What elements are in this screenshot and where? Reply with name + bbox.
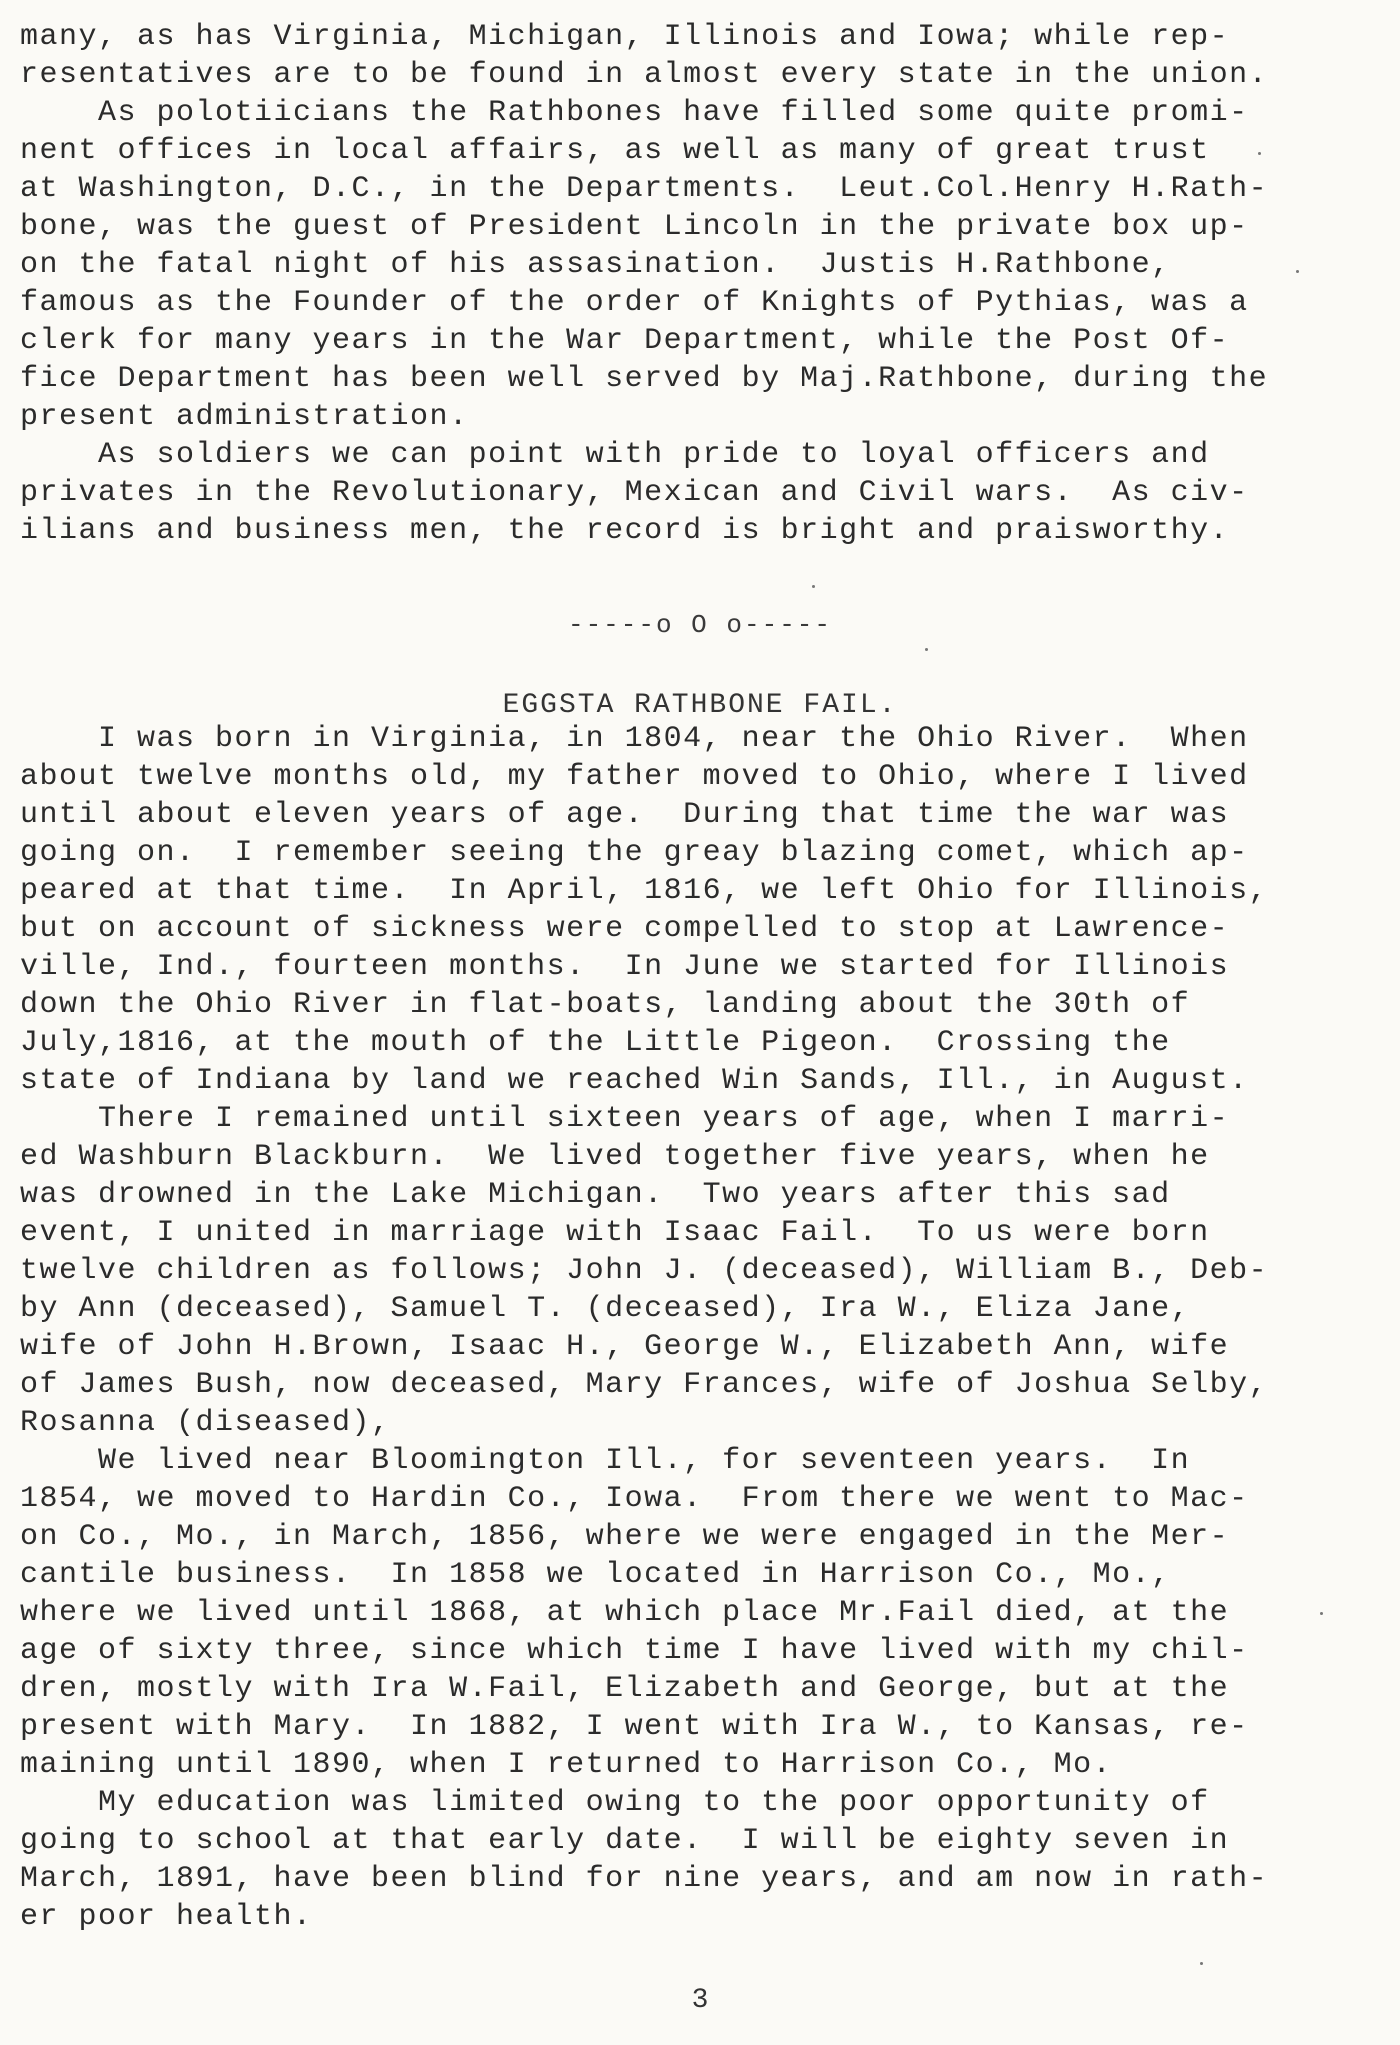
paragraph-block-2: I was born in Virginia, in 1804, near the Ohio River. When about twelve months old, my father moved to Ohio, where I lived until about eleven years of age. During that time the war was going on. I remember seeing the greay blazing comet, which ap- peared at that time. In April, 1816, we left Ohio for Illinois, but on account of sickness were compelled to stop at Lawrence- ville, Ind., fourteen months. In June we started for Illinois down the Ohio River in flat-boats, landing about the 30th of July,1816, at the mouth of the Little Pigeon. Crossing the state of Indiana by land we reached Win Sands, Ill., in August. There I remained until sixteen years of age, when I marri- ed Washburn Blackburn. We lived together five years, when he was drowned in the Lake Michigan. Two years after this sad event, I united in marriage with Isaac Fail. To us were born twelve children as follows; John J. (deceased), William B., Deb- by Ann (deceased), Samuel T. (deceased), Ira W., Eliza Jane, wife of John H.Brown, Isaac H., George W., Elizabeth Ann, wife of James Bush, now deceased, Mary Frances, wife of Joshua Selby, Rosanna (diseased), We lived near Bloomington Ill., for seventeen years. In 1854, we moved to Hardin Co., Iowa. From there we went to Mac- on Co., Mo., in March, 1856, where we were engaged in the Mer- cantile business. In 1858 we located in Harrison Co., Mo., where we lived until 1868, at which place Mr.Fail died, at the age of sixty three, since which time I have lived with my chil- dren, mostly with Ira W.Fail, Elizabeth and George, but at the present with Mary. In 1882, I went with Ira W., to Kansas, re- maining until 1890, when I returned to Harrison Co., Mo. My education was limited owing to the poor opportunity of going to school at that early date. I will be eighty seven in March, 1891, have been blind for nine years, and am now in rath- er poor health. bbox=[20, 722, 1269, 1934]
scan-speck bbox=[812, 585, 815, 588]
scan-speck bbox=[1200, 1962, 1203, 1965]
section-separator: -----o O o----- bbox=[567, 610, 833, 640]
scan-speck bbox=[1320, 1612, 1323, 1615]
scan-speck bbox=[1258, 152, 1261, 155]
scan-speck bbox=[925, 648, 928, 651]
scan-speck bbox=[1296, 270, 1299, 273]
paragraph-block-1: many, as has Virginia, Michigan, Illinois and Iowa; while rep- resentatives are to be found in almost every state in the union. As polotiicians the Rathbones have filled some quite promi- nent offices in local affairs, as well as many of great trust at Washington, D.C., in the Departments. Leut.Col.Henry H.Rath- bone, was the guest of President Lincoln in the private box up- on the fatal night of his assasination. Justis H.Rathbone, famous as the Founder of the order of Knights of Pythias, was a clerk for many years in the War Department, while the Post Of- fice Department has been well served by Maj.Rathbone, during the present administration. As soldiers we can point with pride to loyal officers and privates in the Revolutionary, Mexican and Civil wars. As civ- ilians and business men, the record is bright and praisworthy. bbox=[20, 20, 1269, 548]
section-heading: EGGSTA RATHBONE FAIL. bbox=[502, 690, 898, 721]
page-number: 3 bbox=[691, 1985, 709, 2016]
